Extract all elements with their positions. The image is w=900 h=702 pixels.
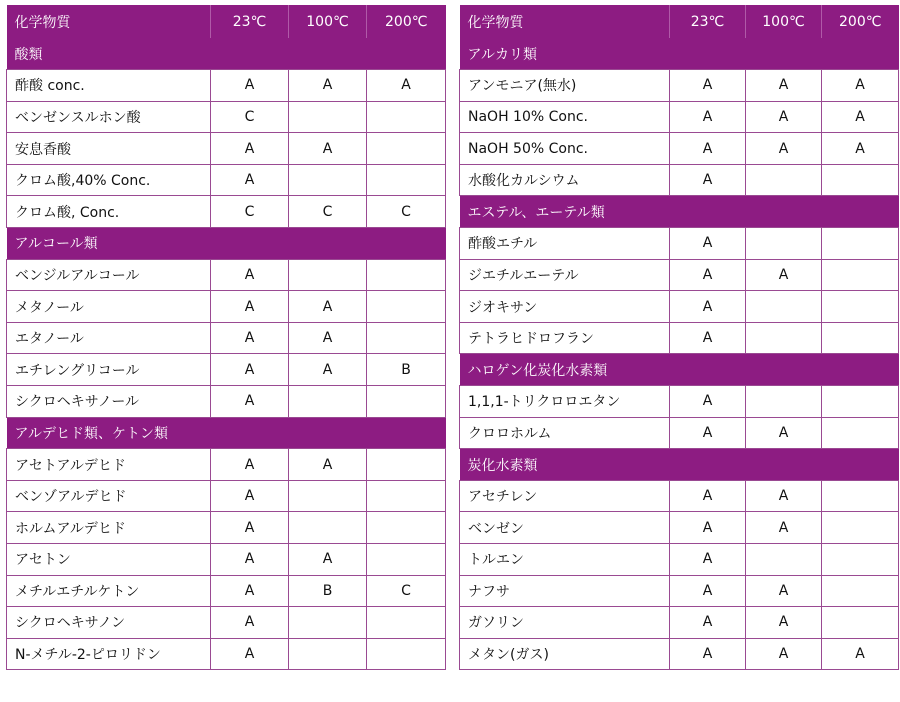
table-row <box>7 638 446 670</box>
rating-cell <box>822 512 899 544</box>
substance-name: 1,1,1-トリクロロエタン <box>460 386 670 418</box>
table-row <box>7 133 446 165</box>
rating-cell: A <box>822 133 899 165</box>
rating-cell: A <box>211 544 289 576</box>
rating-cell: A <box>211 512 289 544</box>
rating-cell <box>367 544 446 576</box>
rating-cell <box>367 133 446 165</box>
rating-cell <box>746 228 822 260</box>
rating-cell: C <box>211 196 289 228</box>
category-label: エステル、エーテル類 <box>460 196 899 228</box>
column-header-temp: 23℃ <box>211 5 289 38</box>
rating-cell: A <box>670 607 746 639</box>
rating-cell <box>822 386 899 418</box>
substance-name: 酢酸エチル <box>460 228 670 260</box>
table-row <box>7 480 446 512</box>
rating-cell: A <box>746 70 822 102</box>
rating-cell: A <box>211 322 289 354</box>
column-header-temp: 200℃ <box>367 5 446 38</box>
rating-cell: A <box>211 638 289 670</box>
substance-name: アセトアルデヒド <box>7 449 211 481</box>
substance-name: シクロヘキサノール <box>7 386 211 418</box>
substance-name: エチレングリコール <box>7 354 211 386</box>
rating-cell <box>822 259 899 291</box>
substance-name: ホルムアルデヒド <box>7 512 211 544</box>
rating-cell <box>367 101 446 133</box>
rating-cell <box>746 544 822 576</box>
category-label: 炭化水素類 <box>460 449 899 481</box>
rating-cell <box>367 512 446 544</box>
rating-cell: A <box>670 638 746 670</box>
rating-cell: A <box>211 480 289 512</box>
rating-cell <box>289 259 367 291</box>
category-row <box>7 228 446 260</box>
rating-cell <box>746 386 822 418</box>
rating-cell: A <box>746 512 822 544</box>
rating-cell <box>289 164 367 196</box>
rating-cell: C <box>367 196 446 228</box>
table-row <box>460 70 899 102</box>
table-body <box>460 5 899 670</box>
rating-cell <box>822 322 899 354</box>
category-label: アルコール類 <box>7 228 446 260</box>
table-row <box>460 417 899 449</box>
rating-cell: A <box>670 101 746 133</box>
rating-cell: A <box>822 70 899 102</box>
rating-cell: A <box>670 70 746 102</box>
table-row <box>7 322 446 354</box>
rating-cell: A <box>670 386 746 418</box>
rating-cell: A <box>211 354 289 386</box>
table-row <box>7 164 446 196</box>
rating-cell: A <box>211 164 289 196</box>
category-row <box>460 354 899 386</box>
rating-cell: A <box>289 449 367 481</box>
substance-name: ベンジルアルコール <box>7 259 211 291</box>
rating-cell <box>289 607 367 639</box>
rating-cell: A <box>211 259 289 291</box>
column-header-substance: 化学物質 <box>7 5 211 38</box>
rating-cell <box>289 101 367 133</box>
substance-name: クロロホルム <box>460 417 670 449</box>
substance-name: N-メチル-2-ピロリドン <box>7 638 211 670</box>
substance-name: ベンゼン <box>460 512 670 544</box>
rating-cell: A <box>746 101 822 133</box>
rating-cell: A <box>211 386 289 418</box>
column-header-temp: 200℃ <box>822 5 899 38</box>
table-row <box>460 512 899 544</box>
rating-cell: A <box>746 575 822 607</box>
table-row <box>460 638 899 670</box>
substance-name: 水酸化カルシウム <box>460 164 670 196</box>
category-label: 酸類 <box>7 38 446 70</box>
category-row <box>460 38 899 70</box>
substance-name: 安息香酸 <box>7 133 211 165</box>
rating-cell: B <box>289 575 367 607</box>
substance-name: メチルエチルケトン <box>7 575 211 607</box>
table-row <box>7 354 446 386</box>
rating-cell: A <box>289 322 367 354</box>
rating-cell <box>289 512 367 544</box>
rating-cell: A <box>746 133 822 165</box>
rating-cell: A <box>211 70 289 102</box>
rating-cell <box>367 322 446 354</box>
rating-cell: A <box>289 354 367 386</box>
rating-cell: C <box>367 575 446 607</box>
category-row <box>7 417 446 449</box>
rating-cell <box>822 417 899 449</box>
column-header-temp: 100℃ <box>289 5 367 38</box>
header-row <box>460 5 899 38</box>
table-row <box>7 291 446 323</box>
table-row <box>460 133 899 165</box>
rating-cell: C <box>289 196 367 228</box>
column-header-temp: 100℃ <box>746 5 822 38</box>
rating-cell: A <box>822 101 899 133</box>
substance-name: NaOH 50% Conc. <box>460 133 670 165</box>
resistance-table-right <box>459 5 899 670</box>
column-header-substance: 化学物質 <box>460 5 670 38</box>
rating-cell: A <box>746 607 822 639</box>
substance-name: アセトン <box>7 544 211 576</box>
rating-cell: A <box>670 417 746 449</box>
header-row <box>7 5 446 38</box>
rating-cell <box>367 291 446 323</box>
rating-cell <box>289 638 367 670</box>
rating-cell: A <box>670 575 746 607</box>
table-row <box>7 70 446 102</box>
substance-name: ベンゼンスルホン酸 <box>7 101 211 133</box>
substance-name: テトラヒドロフラン <box>460 322 670 354</box>
rating-cell <box>822 228 899 260</box>
rating-cell: A <box>670 322 746 354</box>
table-row <box>7 607 446 639</box>
rating-cell: A <box>289 70 367 102</box>
rating-cell: B <box>367 354 446 386</box>
table-row <box>460 480 899 512</box>
table-row <box>7 575 446 607</box>
substance-name: 酢酸 conc. <box>7 70 211 102</box>
rating-cell <box>822 544 899 576</box>
rating-cell <box>822 480 899 512</box>
category-label: アルカリ類 <box>460 38 899 70</box>
rating-cell <box>367 259 446 291</box>
table-row <box>7 386 446 418</box>
rating-cell: A <box>367 70 446 102</box>
rating-cell <box>367 164 446 196</box>
rating-cell: A <box>289 133 367 165</box>
rating-cell <box>746 322 822 354</box>
substance-name: アセチレン <box>460 480 670 512</box>
substance-name: エタノール <box>7 322 211 354</box>
rating-cell <box>822 164 899 196</box>
rating-cell <box>746 291 822 323</box>
table-row <box>7 544 446 576</box>
rating-cell: A <box>289 544 367 576</box>
rating-cell <box>822 607 899 639</box>
rating-cell: A <box>211 607 289 639</box>
table-row <box>460 544 899 576</box>
table-row <box>460 386 899 418</box>
rating-cell <box>367 386 446 418</box>
rating-cell: A <box>746 638 822 670</box>
table-row <box>7 101 446 133</box>
table-row <box>7 259 446 291</box>
rating-cell: A <box>211 133 289 165</box>
rating-cell: A <box>822 638 899 670</box>
substance-name: ベンゾアルデヒド <box>7 480 211 512</box>
rating-cell: A <box>746 259 822 291</box>
table-row <box>7 512 446 544</box>
substance-name: NaOH 10% Conc. <box>460 101 670 133</box>
rating-cell <box>822 291 899 323</box>
rating-cell: A <box>211 575 289 607</box>
table-row <box>460 291 899 323</box>
substance-name: メタン(ガス) <box>460 638 670 670</box>
substance-name: ナフサ <box>460 575 670 607</box>
substance-name: アンモニア(無水) <box>460 70 670 102</box>
resistance-table-left <box>6 5 446 670</box>
substance-name: トルエン <box>460 544 670 576</box>
rating-cell: A <box>211 449 289 481</box>
rating-cell: A <box>289 291 367 323</box>
substance-name: ジエチルエーテル <box>460 259 670 291</box>
substance-name: クロム酸,40% Conc. <box>7 164 211 196</box>
category-row <box>460 449 899 481</box>
rating-cell <box>822 575 899 607</box>
rating-cell <box>367 480 446 512</box>
category-label: ハロゲン化炭化水素類 <box>460 354 899 386</box>
rating-cell: A <box>670 228 746 260</box>
substance-name: メタノール <box>7 291 211 323</box>
rating-cell <box>367 607 446 639</box>
rating-cell: A <box>746 417 822 449</box>
rating-cell <box>746 164 822 196</box>
rating-cell: A <box>670 544 746 576</box>
table-row <box>460 322 899 354</box>
table-row <box>460 607 899 639</box>
rating-cell: A <box>211 291 289 323</box>
substance-name: ガソリン <box>460 607 670 639</box>
rating-cell: A <box>670 480 746 512</box>
rating-cell <box>289 480 367 512</box>
rating-cell <box>367 449 446 481</box>
substance-name: ジオキサン <box>460 291 670 323</box>
rating-cell: A <box>670 512 746 544</box>
substance-name: シクロヘキサノン <box>7 607 211 639</box>
rating-cell: A <box>746 480 822 512</box>
rating-cell <box>289 386 367 418</box>
table-row <box>460 259 899 291</box>
column-header-temp: 23℃ <box>670 5 746 38</box>
rating-cell: A <box>670 291 746 323</box>
rating-cell: A <box>670 259 746 291</box>
rating-cell <box>367 638 446 670</box>
table-row <box>7 196 446 228</box>
table-row <box>460 101 899 133</box>
table-body <box>7 5 446 670</box>
rating-cell: C <box>211 101 289 133</box>
table-row <box>7 449 446 481</box>
table-row <box>460 164 899 196</box>
category-row <box>7 38 446 70</box>
substance-name: クロム酸, Conc. <box>7 196 211 228</box>
rating-cell: A <box>670 164 746 196</box>
table-row <box>460 228 899 260</box>
rating-cell: A <box>670 133 746 165</box>
category-row <box>460 196 899 228</box>
table-row <box>460 575 899 607</box>
category-label: アルデヒド類、ケトン類 <box>7 417 446 449</box>
